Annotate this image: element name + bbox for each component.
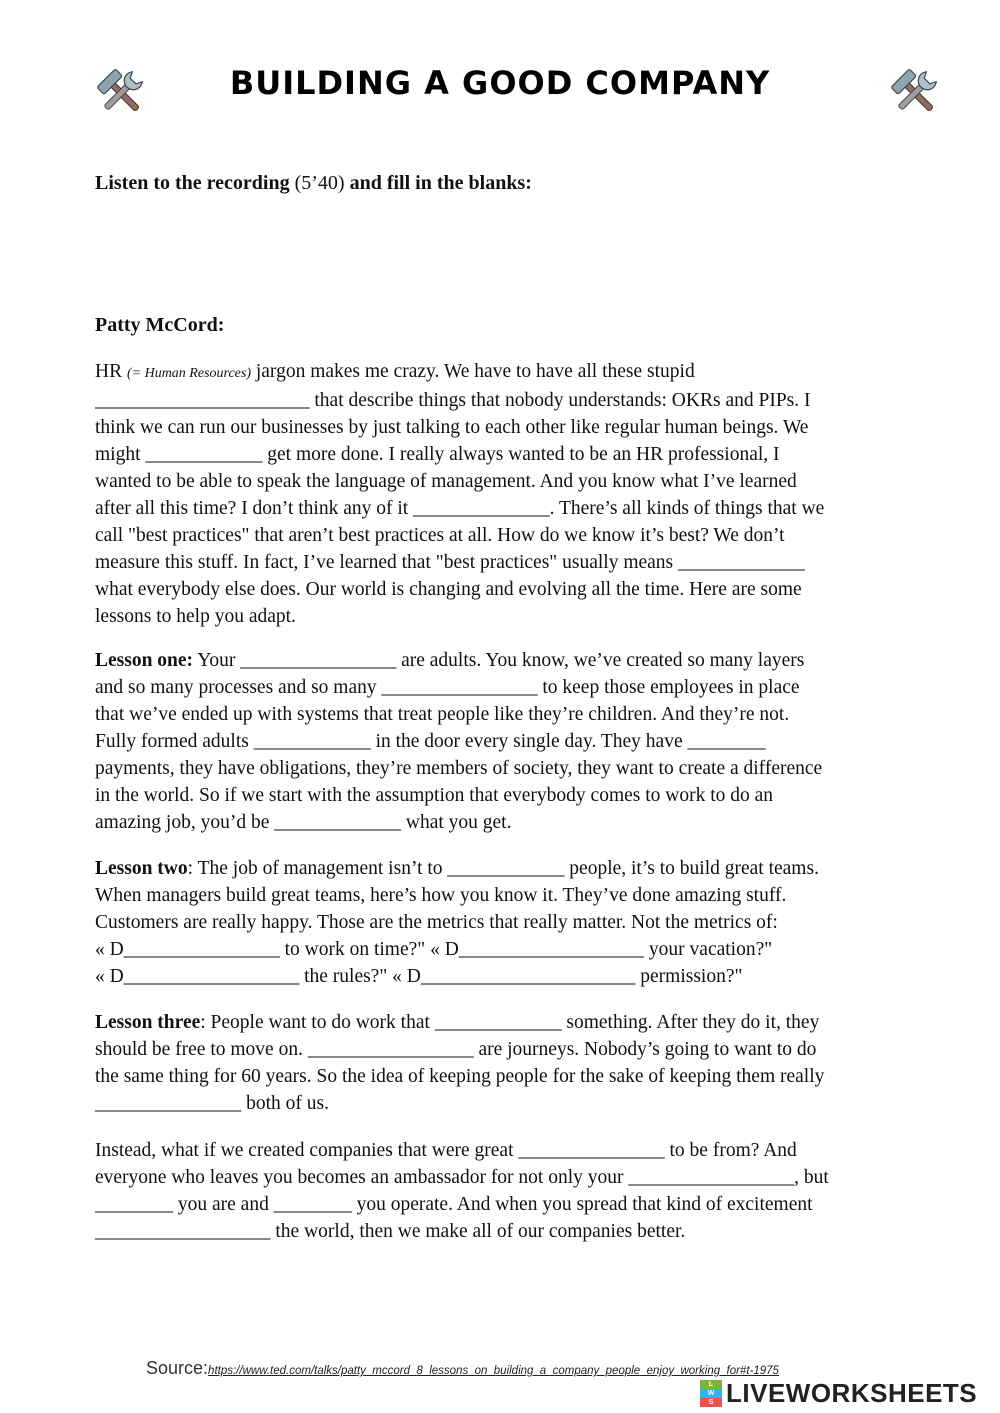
text-line: lessons to help you adapt.: [95, 606, 296, 627]
text-line: everyone who leaves you becomes an ambassador for not only your _________________, but: [95, 1167, 829, 1188]
lesson-three-paragraph: [95, 1009, 937, 1117]
intro-paragraph: [95, 358, 937, 630]
source-link[interactable]: https://www.ted.com/talks/patty_mccord_8_lessons_on_building_a_company_people_enjoy_working_for#t-1975: [208, 1365, 779, 1377]
text-line: wanted to be able to speak the language of management. And you know what I’ve learned: [95, 471, 797, 492]
text-line: Lesson three: People want to do work that _____________ something. After they do it, they: [95, 1012, 820, 1033]
page-title: BUILDING A GOOD COMPANY: [229, 64, 771, 102]
lesson-two-paragraph: [95, 855, 937, 990]
text-line: the same thing for 60 years. So the idea of keeping people for the sake of keeping them really: [95, 1066, 825, 1087]
text-line: Fully formed adults ____________ in the door every single day. They have ________: [95, 731, 766, 752]
hammer-wrench-icon: [888, 66, 942, 120]
logo-text: LIVEWORKSHEETS: [726, 1378, 978, 1408]
text-line: should be free to move on. _________________ are journeys. Nobody’s going to want to do: [95, 1039, 817, 1060]
source-label: Source:: [146, 1358, 209, 1378]
text-line: ______________________ that describe things that nobody understands: OKRs and PIPs. I: [95, 390, 811, 411]
speaker-name: Patty McCord:: [95, 314, 225, 336]
lesson-label: Lesson three: [95, 1012, 201, 1033]
text-line: call "best practices" that aren’t best practices at all. How do we know it’s best? We don’t: [95, 525, 785, 546]
text-line: might ____________ get more done. I really always wanted to be an HR professional, I: [95, 444, 780, 465]
liveworksheets-logo[interactable]: [700, 1378, 996, 1408]
lesson-one-paragraph: [95, 647, 937, 836]
text-line: after all this time? I don’t think any of it ______________. There’s all kinds of things that we: [95, 498, 825, 519]
text-line: and so many processes and so many ________________ to keep those employees in place: [95, 677, 800, 698]
text-line: « D________________ to work on time?" « D___________________ your vacation?": [95, 939, 773, 960]
text-line: Customers are really happy. Those are the metrics that really matter. Not the metrics of:: [95, 912, 778, 933]
text-line: what everybody else does. Our world is changing and evolving all the time. Here are some: [95, 579, 802, 600]
hr-note: (= Human Resources): [126, 366, 251, 381]
instruction: [95, 172, 532, 195]
text-line: amazing job, you’d be _____________ what you get.: [95, 812, 512, 833]
text-line: When managers build great teams, here’s how you know it. They’ve done amazing stuff.: [95, 885, 787, 906]
instruction-duration: (5’40): [289, 172, 350, 194]
instruction-bold-1: Listen to the recording: [95, 172, 290, 194]
text-line: « D__________________ the rules?" « D______________________ permission?": [95, 966, 743, 987]
text-line: Instead, what if we created companies that were great _______________ to be from? And: [95, 1140, 797, 1161]
lesson-label: Lesson two: [95, 858, 188, 879]
text-line: in the world. So if we start with the assumption that everybody comes to work to do an: [95, 785, 774, 806]
lesson-label: Lesson one:: [95, 650, 194, 671]
logo-badge-icon: L W S: [700, 1380, 722, 1408]
closing-paragraph: [95, 1137, 937, 1245]
source-citation: [146, 1358, 779, 1379]
text-line: that we’ve ended up with systems that treat people like they’re children. And they’re not.: [95, 704, 790, 725]
text-line: Lesson one: Your ________________ are adults. You know, we’ve created so many layers: [95, 650, 805, 671]
instruction-bold-2: and fill in the blanks:: [349, 172, 532, 194]
text-line: ________ you are and ________ you operate. And when you spread that kind of excitement: [95, 1194, 813, 1215]
text-line: _______________ both of us.: [95, 1093, 329, 1114]
text-line: measure this stuff. In fact, I’ve learned that "best practices" usually means _____________: [95, 552, 805, 573]
text-line: Lesson two: The job of management isn’t to ____________ people, it’s to build great teams.: [95, 858, 819, 879]
text-line: payments, they have obligations, they’re members of society, they want to create a difference: [95, 758, 823, 779]
text-line: __________________ the world, then we make all of our companies better.: [95, 1221, 686, 1242]
text-line: think we can run our businesses by just talking to each other like regular human beings. We: [95, 417, 809, 438]
text-line: HR (= Human Resources) jargon makes me crazy. We have to have all these stupid: [95, 361, 695, 382]
